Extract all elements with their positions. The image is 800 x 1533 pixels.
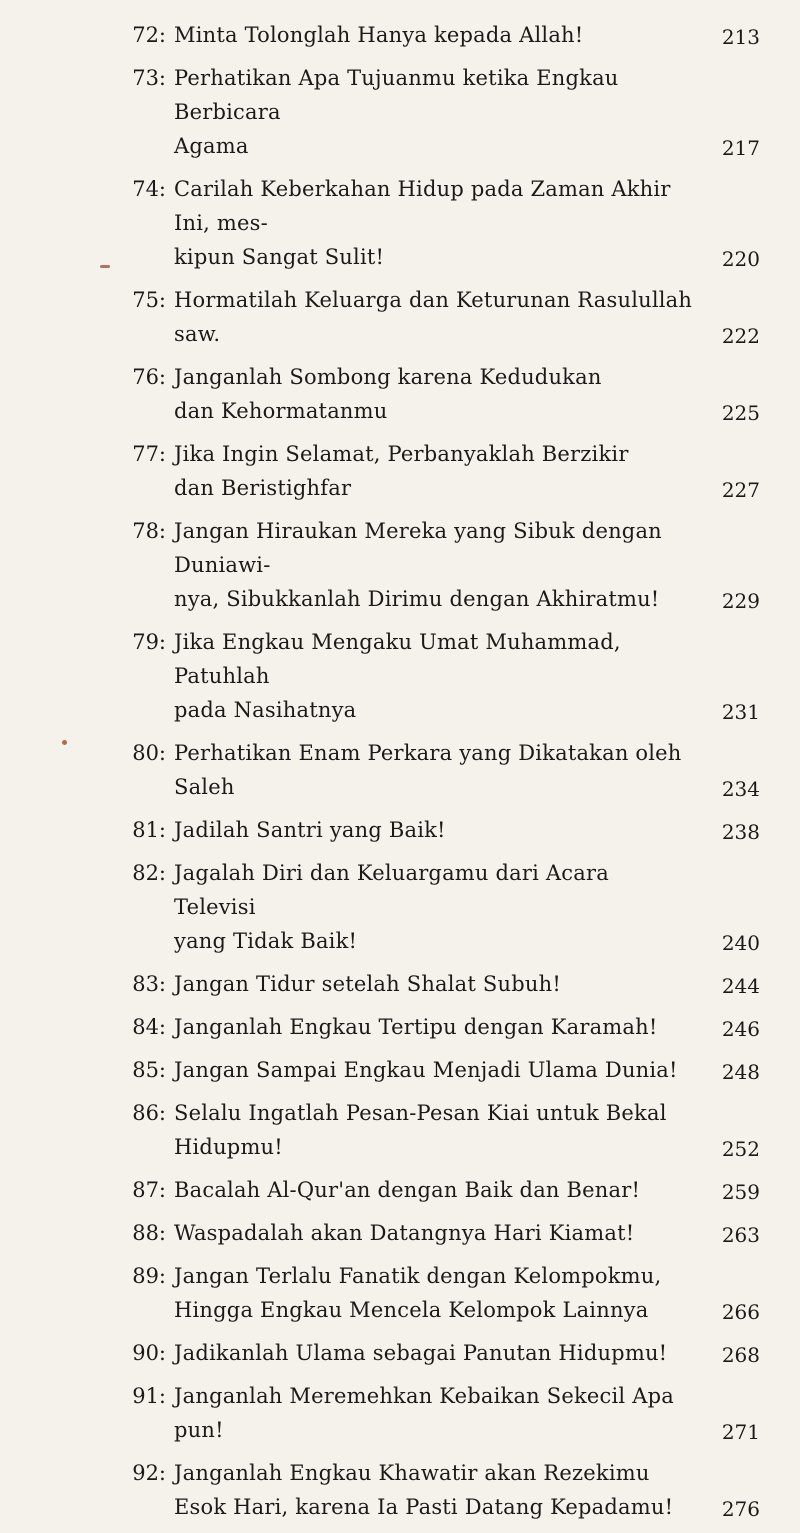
chapter-title-line: Janganlah Sombong karena Kedudukan bbox=[174, 365, 602, 389]
toc-entry bbox=[112, 736, 760, 804]
page-number: 240 bbox=[721, 931, 760, 955]
chapter-title-line: Jangan Hiraukan Mereka yang Sibuk dengan Duniawi- bbox=[174, 519, 662, 577]
chapter-title bbox=[174, 1010, 696, 1044]
page-number: 225 bbox=[721, 401, 760, 425]
page-number: 268 bbox=[721, 1343, 760, 1367]
chapter-number: 76: bbox=[132, 365, 166, 389]
chapter-title-line: Jadikanlah Ulama sebagai Panutan Hidupmu! bbox=[174, 1341, 668, 1365]
chapter-title bbox=[174, 736, 696, 804]
chapter-title-line: Janganlah Meremehkan Kebaikan Sekecil Apa pun! bbox=[174, 1384, 674, 1442]
chapter-title-line: nya, Sibukkanlah Dirimu dengan Akhiratmu! bbox=[174, 587, 660, 611]
chapter-number: 77: bbox=[132, 442, 166, 466]
toc-entry bbox=[112, 360, 760, 428]
chapter-title bbox=[174, 18, 696, 52]
chapter-title-line: Jagalah Diri dan Keluargamu dari Acara Televisi bbox=[174, 861, 609, 919]
chapter-title-line: Esok Hari, karena Ia Pasti Datang Kepadamu! bbox=[174, 1495, 674, 1519]
chapter-number: 84: bbox=[132, 1015, 166, 1039]
page-number: 244 bbox=[721, 974, 760, 998]
chapter-number: 75: bbox=[132, 288, 166, 312]
chapter-title bbox=[174, 856, 696, 958]
page-number: 222 bbox=[721, 324, 760, 348]
page-number: 246 bbox=[721, 1017, 760, 1041]
chapter-number: 79: bbox=[132, 630, 166, 654]
page-number: 271 bbox=[721, 1420, 760, 1444]
toc-entry bbox=[112, 437, 760, 505]
chapter-title-line: Perhatikan Enam Perkara yang Dikatakan oleh Saleh bbox=[174, 741, 682, 799]
page-number: 213 bbox=[721, 25, 760, 49]
toc-entry bbox=[112, 1053, 760, 1087]
chapter-title-line: Bacalah Al-Qur'an dengan Baik dan Benar! bbox=[174, 1178, 641, 1202]
chapter-title bbox=[174, 1053, 696, 1087]
toc-entry bbox=[112, 1336, 760, 1370]
chapter-title-line: Jangan Sampai Engkau Menjadi Ulama Dunia! bbox=[174, 1058, 678, 1082]
chapter-title-line: Agama bbox=[174, 134, 249, 158]
page-number: 238 bbox=[721, 820, 760, 844]
chapter-number: 88: bbox=[132, 1221, 166, 1245]
chapter-number: 80: bbox=[132, 741, 166, 765]
chapter-title-line: Janganlah Engkau Khawatir akan Rezekimu bbox=[174, 1461, 650, 1485]
chapter-number: 85: bbox=[132, 1058, 166, 1082]
chapter-title bbox=[174, 967, 696, 1001]
chapter-title bbox=[174, 813, 696, 847]
chapter-title bbox=[174, 1173, 696, 1207]
page-number: 227 bbox=[721, 478, 760, 502]
toc-entry bbox=[112, 172, 760, 274]
toc-entry bbox=[112, 61, 760, 163]
chapter-title-line: Hormatilah Keluarga dan Keturunan Rasulullah saw. bbox=[174, 288, 693, 346]
chapter-title-line: dan Beristighfar bbox=[174, 476, 352, 500]
chapter-number: 83: bbox=[132, 972, 166, 996]
page-number: 234 bbox=[721, 777, 760, 801]
toc-entry bbox=[112, 813, 760, 847]
chapter-title bbox=[174, 1259, 696, 1327]
toc-entry bbox=[112, 967, 760, 1001]
toc-entry bbox=[112, 1216, 760, 1250]
chapter-title-line: Jadilah Santri yang Baik! bbox=[174, 818, 446, 842]
chapter-number: 87: bbox=[132, 1178, 166, 1202]
chapter-title bbox=[174, 514, 696, 616]
chapter-title-line: Minta Tolonglah Hanya kepada Allah! bbox=[174, 23, 584, 47]
page-number: 229 bbox=[721, 589, 760, 613]
chapter-title bbox=[174, 61, 696, 163]
toc-entry bbox=[112, 1173, 760, 1207]
chapter-number: 91: bbox=[132, 1384, 166, 1408]
chapter-title bbox=[174, 1336, 696, 1370]
page-number: 252 bbox=[721, 1137, 760, 1161]
chapter-number: 89: bbox=[132, 1264, 166, 1288]
chapter-title-line: pada Nasihatnya bbox=[174, 698, 357, 722]
page-number: 217 bbox=[721, 136, 760, 160]
chapter-title bbox=[174, 360, 696, 428]
chapter-title-line: dan Kehormatanmu bbox=[174, 399, 388, 423]
chapter-number: 78: bbox=[132, 519, 166, 543]
chapter-title bbox=[174, 1216, 696, 1250]
chapter-title-line: Jangan Tidur setelah Shalat Subuh! bbox=[174, 972, 561, 996]
page-number: 231 bbox=[721, 700, 760, 724]
chapter-title-line: Hingga Engkau Mencela Kelompok Lainnya bbox=[174, 1298, 649, 1322]
toc-entry bbox=[112, 1259, 760, 1327]
chapter-title bbox=[174, 625, 696, 727]
chapter-number: 73: bbox=[132, 66, 166, 90]
pen-mark bbox=[100, 265, 110, 268]
toc-entry bbox=[112, 1379, 760, 1447]
ink-dot bbox=[62, 740, 67, 745]
chapter-title-line: Perhatikan Apa Tujuanmu ketika Engkau Berbicara bbox=[174, 66, 619, 124]
chapter-number: 81: bbox=[132, 818, 166, 842]
chapter-title-line: Selalu Ingatlah Pesan-Pesan Kiai untuk Bekal bbox=[174, 1101, 667, 1125]
page-number: 263 bbox=[721, 1223, 760, 1247]
page-number: 248 bbox=[721, 1060, 760, 1084]
chapter-title bbox=[174, 437, 696, 505]
table-of-contents bbox=[112, 18, 760, 1533]
page-number: 220 bbox=[721, 247, 760, 271]
chapter-number: 86: bbox=[132, 1101, 166, 1125]
toc-entry bbox=[112, 1010, 760, 1044]
toc-entry bbox=[112, 514, 760, 616]
toc-entry bbox=[112, 1096, 760, 1164]
page-number: 276 bbox=[721, 1497, 760, 1521]
page-number: 259 bbox=[721, 1180, 760, 1204]
chapter-number: 74: bbox=[132, 177, 166, 201]
chapter-title bbox=[174, 172, 696, 274]
chapter-title-line: Jika Ingin Selamat, Perbanyaklah Berzikir bbox=[174, 442, 629, 466]
chapter-title-line: yang Tidak Baik! bbox=[174, 929, 358, 953]
page-number: 266 bbox=[721, 1300, 760, 1324]
chapter-title-line: Waspadalah akan Datangnya Hari Kiamat! bbox=[174, 1221, 635, 1245]
toc-entry bbox=[112, 283, 760, 351]
toc-entry bbox=[112, 625, 760, 727]
chapter-number: 90: bbox=[132, 1341, 166, 1365]
toc-entry bbox=[112, 18, 760, 52]
chapter-title-line: kipun Sangat Sulit! bbox=[174, 245, 385, 269]
chapter-title-line: Carilah Keberkahan Hidup pada Zaman Akhir Ini, mes- bbox=[174, 177, 671, 235]
chapter-number: 72: bbox=[132, 23, 166, 47]
chapter-title-line: Jangan Terlalu Fanatik dengan Kelompokmu, bbox=[174, 1264, 662, 1288]
chapter-title-line: Jika Engkau Mengaku Umat Muhammad, Patuhlah bbox=[174, 630, 621, 688]
chapter-title bbox=[174, 1456, 696, 1524]
chapter-number: 82: bbox=[132, 861, 166, 885]
chapter-title bbox=[174, 283, 696, 351]
chapter-title bbox=[174, 1379, 696, 1447]
chapter-title-line: Hidupmu! bbox=[174, 1135, 283, 1159]
chapter-title bbox=[174, 1096, 696, 1164]
toc-entry bbox=[112, 856, 760, 958]
chapter-number: 92: bbox=[132, 1461, 166, 1485]
toc-entry bbox=[112, 1456, 760, 1524]
chapter-title-line: Janganlah Engkau Tertipu dengan Karamah! bbox=[174, 1015, 658, 1039]
